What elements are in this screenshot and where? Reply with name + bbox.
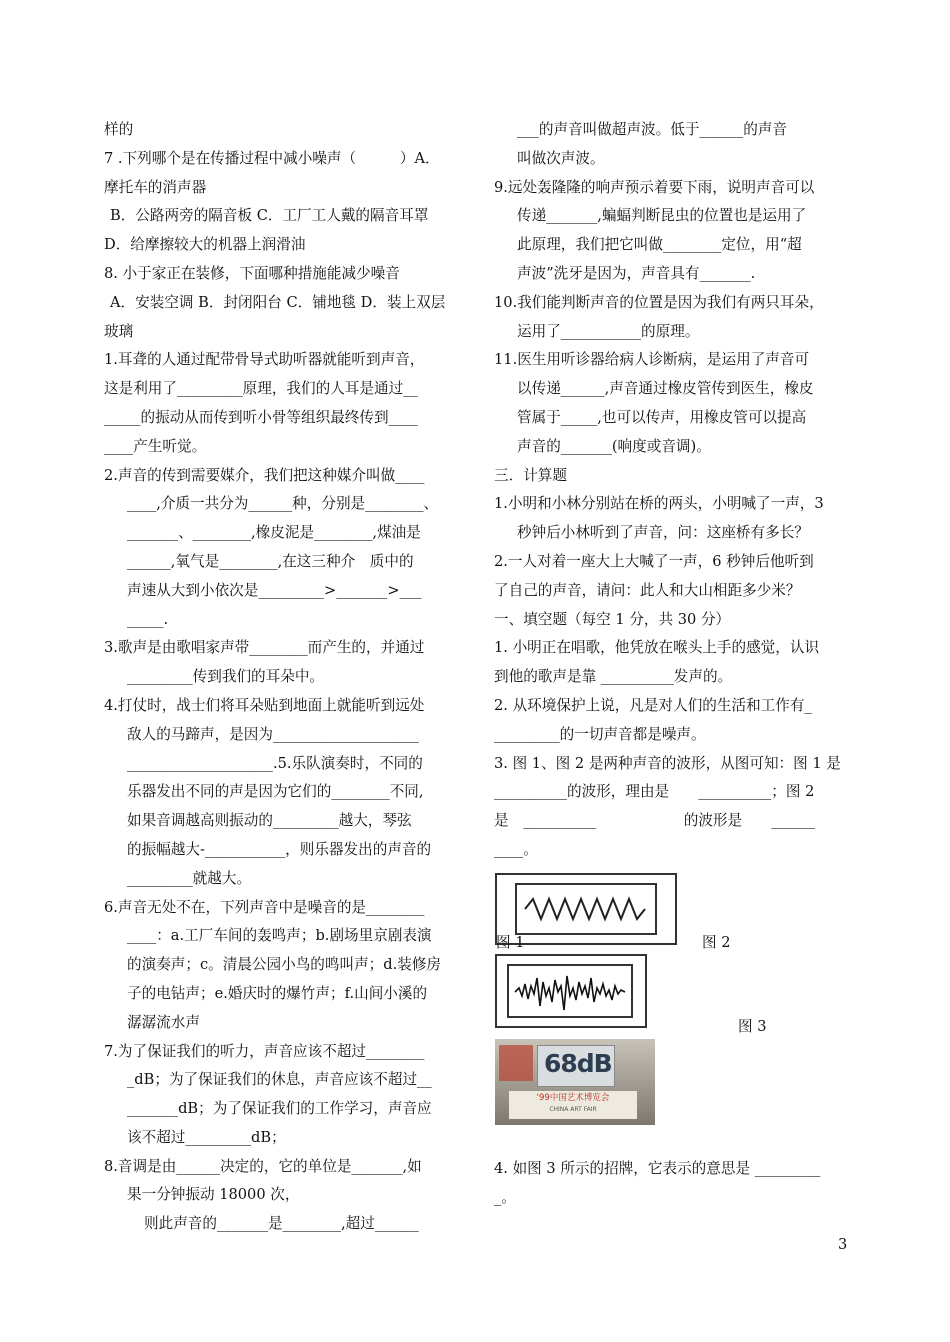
right-column [494,116,854,1212]
text-line: ____。 [494,840,538,858]
text-line: 传递_______,蝙蝠判断昆虫的位置也是运用了 [517,207,807,225]
text-line: 叫做次声波。 [517,149,605,167]
figure-3-noise-sign-photo [495,1039,655,1125]
text-line: 潺潺流水声 [127,1013,200,1031]
figure-2-noise-wave [495,954,647,1028]
text-line: 8. 小于家正在装修，下面哪种措施能减少噪音 [104,264,400,282]
text-line: 7.为了保证我们的听力，声音应该不超过________ [104,1042,425,1060]
text-line: 7 .下列哪个是在传播过程中减小噪声（ ）A． [104,149,440,167]
text-line: 运用了___________的原理。 [517,322,700,340]
text-line: 声速从大到小依次是_________>_______>___ [127,581,422,599]
noise-wave-icon [509,966,631,1016]
figure-3-label: 图 3 [738,1017,767,1035]
text-line: 玻璃 [104,322,134,340]
figure-1-label: 图 1 [496,933,525,951]
text-line: 4.打仗时，战士们将耳朵贴到地面上就能听到远处 [104,696,425,714]
text-line: 了自己的声音，请问：此人和大山相距多少米？ [494,581,801,599]
figure-1-frame [515,883,657,935]
text-line: 4. 如图 3 所示的招牌，它表示的意思是 _________ [494,1159,821,1177]
text-line: ___的声音叫做超声波。低于______的声音 [517,121,787,138]
text-line: 则此声音的_______是________,超过______ [144,1215,419,1233]
noise-level-readout: 68dB [544,1048,612,1078]
text-line: 6.声音无处不在，下列声音中是噪音的是________ [104,898,425,916]
text-line: 三．计算题 [494,466,567,484]
noise-display-panel [537,1045,615,1087]
text-line: 8.音调是由______决定的，它的单位是_______,如 [104,1157,422,1175]
text-line: _________就越大。 [127,869,252,887]
text-line: D．给摩擦较大的机器上润滑油 [104,236,306,254]
text-line: 1.小明和小林分别站在桥的两头，小明喊了一声，3 [494,495,824,513]
text-line: 1.耳聋的人通过配带骨导式助听器就能听到声音， [104,351,425,369]
text-line: 声波”洗牙是因为，声音具有_______. [517,264,756,282]
right-column-question-4 [494,1155,854,1213]
figure-area [494,865,854,1155]
text-line: 该不超过_________dB； [127,1128,286,1146]
text-line: 子的电钻声；e.婚庆时的爆竹声；f.山间小溪的 [127,984,428,1002]
text-line: 一、填空题（每空 1 分，共 30 分） [494,610,731,628]
text-line: 的振幅越大-___________，则乐器发出的声音的 [127,840,432,858]
text-line: ____：a.工厂车间的轰鸣声；b.剧场里京剧表演 [127,927,432,945]
text-line: 秒钟后小林听到了声音，问：这座桥有多长？ [517,524,809,542]
text-line: ____________________.5.乐队演奏时，不同的 [127,754,423,772]
figure-2-frame [507,964,633,1018]
text-line: 摩托车的消声器 [104,178,207,196]
text-line: 的演奏声；c。清晨公园小鸟的鸣叫声；d.装修房 [127,956,442,974]
text-line: 敌人的马蹄声，是因为____________________ [127,725,419,743]
text-line: _______dB；为了保证我们的工作学习，声音应 [127,1100,432,1118]
text-line: _____的振动从而传到听小骨等组织最终传到____ [104,408,418,426]
text-line: _。 [494,1188,516,1206]
figure-2-label: 图 2 [702,933,731,951]
text-line: _______、________,橡皮泥是________,煤油是 [127,524,421,542]
page-number: 3 [838,1236,848,1253]
text-line: _dB；为了保证我们的休息，声音应该不超过__ [127,1071,432,1089]
text-line: _________的一切声音都是噪声。 [494,725,706,743]
text-line: 2.一人对着一座大上大喊了一声，6 秒钟后他听到 [494,552,814,570]
text-line: 如果音调越高则振动的_________越大，琴弦 [127,812,412,830]
text-line: 此原理，我们把它叫做________定位，用“超 [517,236,802,254]
text-line: B．公路两旁的隔音板 C．工厂工人戴的隔音耳罩 [110,207,429,225]
sine-wave-icon [517,885,655,933]
text-line: 样的 [104,121,134,138]
text-line: 以传递______,声音通过橡皮管传到医生，橡皮 [517,380,814,398]
text-line: 1. 小明正在唱歌，他凭放在喉头上手的感觉，认识 [494,639,820,657]
text-line: A．安装空调 B．封闭阳台 C．铺地毯 D．装上双层 [110,293,446,311]
text-line: 9.远处轰隆隆的响声预示着要下雨，说明声音可以 [494,178,815,196]
right-column-text [494,116,854,865]
text-line: _________传到我们的耳朵中。 [127,668,325,686]
text-line: 10.我们能判断声音的位置是因为我们有两只耳朵， [494,293,824,311]
text-line: 果一分钟振动 18000 次， [127,1186,300,1204]
text-line: 2.声音的传到需要媒介，我们把这种媒介叫做____ [104,466,425,484]
text-line: 到他的歌声是靠 __________发声的。 [494,668,733,686]
text-line: 2. 从环境保护上说，凡是对人们的生活和工作有_ [494,696,812,714]
text-line: 管属于_____,也可以传声，用橡皮管可以提高 [517,408,807,426]
text-line: __________的波形，理由是 __________；图 2 [494,783,815,801]
left-column [104,116,464,1239]
text-line: _____. [127,610,169,628]
text-line: 声音的_______(响度或音调)。 [517,437,711,455]
text-line: ____产生听觉。 [104,437,207,455]
text-line: 3. 图 1、图 2 是两种声音的波形，从图可知：图 1 是 [494,754,841,772]
text-line: ______,氧气是________,在这三种介 质中的 [127,552,414,570]
text-line: 11.医生用听诊器给病人诊断病，是运用了声音可 [494,351,810,369]
text-line: 这是利用了_________原理，我们的人耳是通过__ [104,380,418,398]
text-line: ____,介质一共分为______种，分别是________、 [127,495,439,513]
text-line: 乐器发出不同的声是因为它们的________不同, [127,783,424,801]
text-line: 是 __________ 的波形是 ______ [494,812,816,830]
text-line: 3.歌声是由歌唱家声带________而产生的，并通过 [104,639,425,657]
sign-caption: '99中国艺术博览会 CHINA ART FAIR [509,1091,637,1119]
